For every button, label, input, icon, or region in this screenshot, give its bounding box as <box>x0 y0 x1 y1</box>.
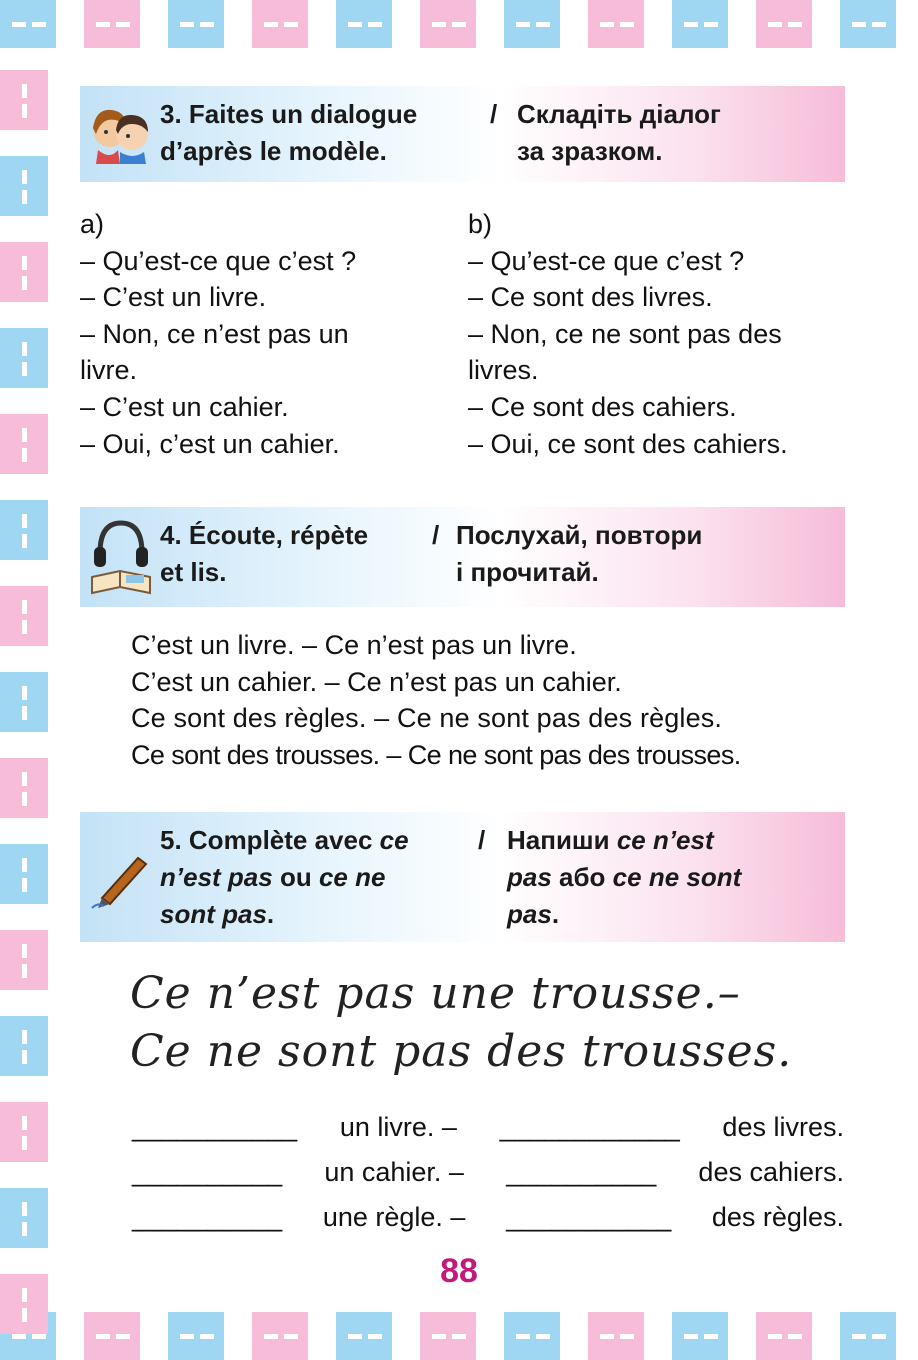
answer-blank[interactable]: __________ <box>132 1157 283 1187</box>
exercise-5-header <box>80 812 845 942</box>
border-tile <box>0 156 48 216</box>
border-tile <box>672 1312 728 1360</box>
exercise-5-title-fr: 5. Complète avec ce n’est pas ou ce ne sont pas. <box>160 825 409 929</box>
answer-blank[interactable]: ____________ <box>499 1112 680 1142</box>
border-tile <box>420 1312 476 1360</box>
exercise-3-title-ua: Складіть діалог за зразком. <box>517 99 721 166</box>
border-tile <box>0 1188 48 1248</box>
fill-text: un cahier. – <box>324 1157 464 1187</box>
fill-text: des livres. <box>722 1112 844 1142</box>
border-tile <box>756 0 812 48</box>
fill-in-line <box>132 1152 844 1192</box>
handwritten-example-line-1: Ce n’est pas une trousse.– <box>130 968 741 1019</box>
border-tile <box>336 1312 392 1360</box>
border-tile <box>840 0 896 48</box>
border-tile <box>420 0 476 48</box>
exercise-3-header <box>80 86 845 182</box>
exercise-3-title-fr: 3. Faites un dialogue d’après le modèle. <box>160 99 418 166</box>
border-tile <box>0 414 48 474</box>
fill-in-line <box>132 1197 844 1237</box>
border-tile <box>588 0 644 48</box>
border-tile <box>0 672 48 732</box>
answer-blank[interactable]: __________ <box>506 1157 657 1187</box>
border-tile <box>756 1312 812 1360</box>
border-tile <box>252 0 308 48</box>
decorative-border-top <box>0 0 918 50</box>
border-tile <box>336 0 392 48</box>
border-tile <box>84 0 140 48</box>
answer-blank[interactable]: __________ <box>132 1202 283 1232</box>
text-line: C’est un livre. – Ce n’est pas un livre. <box>131 630 577 660</box>
answer-blank[interactable]: ___________ <box>506 1202 672 1232</box>
border-tile <box>168 0 224 48</box>
border-tile <box>840 1312 896 1360</box>
border-tile <box>504 1312 560 1360</box>
decorative-border-bottom <box>0 1310 918 1360</box>
border-tile <box>252 1312 308 1360</box>
border-tile <box>0 758 48 818</box>
border-tile <box>0 0 56 48</box>
border-tile <box>168 1312 224 1360</box>
answer-blank[interactable]: ___________ <box>132 1112 298 1142</box>
border-tile <box>0 70 48 130</box>
border-tile <box>0 930 48 990</box>
border-tile <box>0 328 48 388</box>
exercise-5-title-ua: Напиши ce n’est pas або ce ne sont pas. <box>507 825 742 929</box>
fill-text: un livre. – <box>339 1112 457 1142</box>
title-separator: / <box>432 520 440 550</box>
text-line: C’est un cahier. – Ce n’est pas un cahier. <box>131 666 622 697</box>
border-tile <box>0 1102 48 1162</box>
border-tile <box>504 0 560 48</box>
title-separator: / <box>478 825 486 855</box>
handwritten-example-line-2: Ce ne sont pas des trousses. <box>130 1026 793 1077</box>
decorative-border-left <box>0 50 50 1310</box>
fill-in-line <box>132 1107 844 1147</box>
page-number: 88 <box>440 1252 478 1290</box>
border-tile <box>0 586 48 646</box>
text-line: Ce sont des trousses. – Ce ne sont pas des trousses. <box>131 739 741 770</box>
border-tile <box>0 844 48 904</box>
border-tile <box>0 500 48 560</box>
fill-text: des règles. <box>711 1202 844 1232</box>
text-line: Ce sont des règles. – Ce ne sont pas des règles. <box>131 703 723 734</box>
two-children-icon <box>88 94 154 166</box>
fill-text: des cahiers. <box>698 1157 844 1187</box>
dialogue-column-b: b) – Qu’est-ce que c’est ? – Ce sont des livres. – Non, ce ne sont pas des livres. – Ce sont des cahiers. – Oui, ce sont des cahiers. <box>468 209 788 459</box>
dialogue-column-a: a) – Qu’est-ce que c’est ? – C’est un livre. – Non, ce n’est pas un livre. – C’est un cahier. – Oui, c’est un cahier. <box>80 209 357 459</box>
border-tile <box>588 1312 644 1360</box>
border-tile <box>0 1016 48 1076</box>
exercise-4-text <box>131 627 845 773</box>
pen-icon <box>88 842 154 914</box>
headphones-book-icon <box>88 515 154 587</box>
title-separator: / <box>490 99 498 129</box>
border-tile <box>84 1312 140 1360</box>
exercise-4-header <box>80 507 845 607</box>
fill-text: une règle. – <box>322 1202 466 1232</box>
border-tile <box>0 242 48 302</box>
exercise-4-title-fr: 4. Écoute, répète et lis. <box>160 520 369 587</box>
exercise-4-title-ua: Послухай, повтори і прочитай. <box>456 520 703 587</box>
border-tile <box>672 0 728 48</box>
